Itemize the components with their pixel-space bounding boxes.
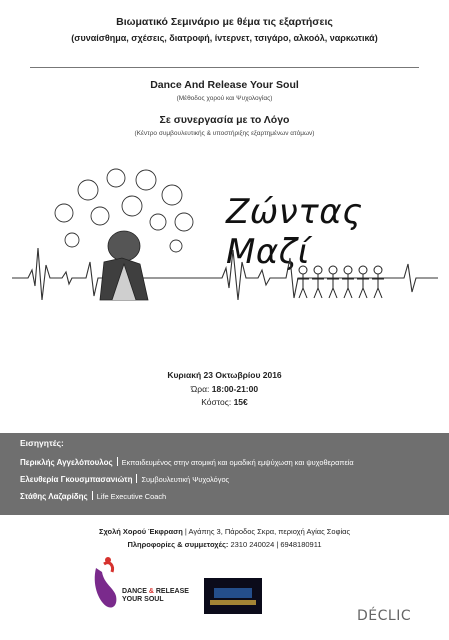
dance-release-logo-icon [95, 557, 117, 608]
poster-subtitle: (συναίσθημα, σχέσεις, διατροφή, ίντερνετ, τσιγάρο, αλκοόλ, ναρκωτικά) [71, 33, 378, 43]
venue-contact: Πληροφορίες & συμμετοχές: 2310 240024 | 6948180911 [127, 540, 322, 549]
speaker-row [20, 491, 166, 501]
event-date: Κυριακή 23 Οκτωβρίου 2016 [167, 370, 282, 380]
speaker-name: Περικλής Αγγελόπουλος [20, 458, 113, 467]
heartbeat-line [12, 248, 438, 300]
program-method: (Μέθοδος χορού και Ψυχολογίας) [176, 95, 273, 102]
speaker-name: Ελευθερία Γκουσμπασανιώτη [20, 475, 133, 484]
hunched-person [100, 231, 148, 300]
speaker-role: Life Executive Coach [96, 492, 167, 501]
declic-logo: DÉCLIC [357, 608, 412, 624]
speakers-heading: Εισηγητές: [20, 438, 64, 448]
speakers-band [0, 433, 449, 515]
partner-description: (Κέντρο συμβουλευτικής & υποστήριξης εξαρτημένων ατόμων) [134, 130, 315, 137]
slogan-title: Ζώντας Μαζί [226, 192, 363, 272]
program-name: Dance And Release Your Soul [150, 79, 299, 91]
venue-address: Σχολή Χορού Έκφραση | Αγάπης 3, Πάροδος Σκρα, περιοχή Αγίας Σοφίας [98, 527, 351, 536]
speaker-row [20, 457, 354, 467]
speaker-row [20, 474, 229, 484]
event-cost: Κόστος: 15€ [201, 397, 248, 407]
speaker-name: Στάθης Λαζαρίδης [20, 492, 88, 501]
event-time: Ώρα: 18:00-21:00 [190, 384, 259, 394]
partner-line: Σε συνεργασία με το Λόγο [159, 114, 290, 126]
dance-release-logo-text: DANCE & RELEASE YOUR SOUL [122, 588, 189, 603]
poster-title: Βιωματικό Σεμινάριο με θέμα τις εξαρτήσεις [116, 16, 333, 28]
speaker-role: Εκπαιδευμένος στην ατομική και ομαδική εμψύχωση και ψυχοθεραπεία [121, 458, 354, 467]
stick-figures [297, 266, 384, 298]
speaker-role: Συμβουλευτική Ψυχολόγος [141, 475, 230, 484]
